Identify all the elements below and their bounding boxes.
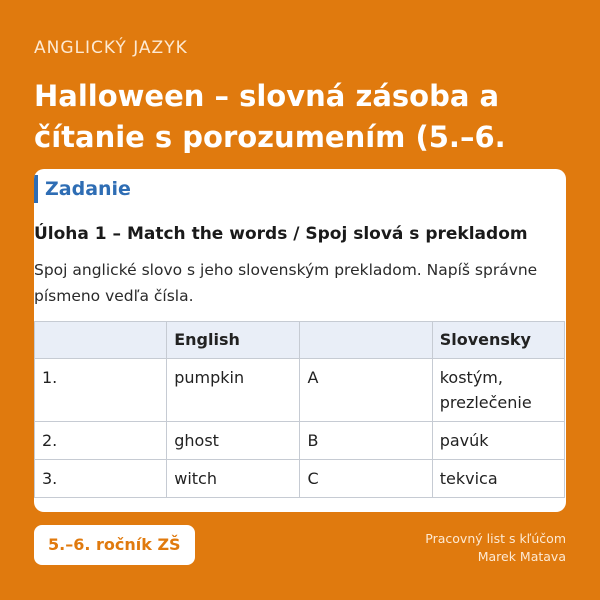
table-row: [35, 460, 565, 498]
table-cell: witch: [167, 460, 300, 498]
page-title-line-1: Halloween – slovná zásoba a: [34, 79, 500, 113]
section-heading: Zadanie: [34, 175, 131, 203]
author-name: Marek Matava: [477, 549, 566, 564]
worksheet-card[interactable]: [34, 169, 566, 512]
table-cell: pumpkin: [167, 359, 300, 422]
task-instructions: Spoj anglické slovo s jeho slovenským prekladom. Napíš správne písmeno vedľa čísla.: [34, 261, 538, 305]
grade-badge: 5.–6. ročník ZŠ: [34, 525, 195, 565]
page-title-line-2: čítanie s porozumením (5.–6.: [34, 120, 506, 154]
table-cell: A: [300, 359, 432, 422]
table-cell: tekvica: [432, 460, 564, 498]
table-cell: kostým, prezlečenie: [432, 359, 564, 422]
page-title: [34, 76, 594, 158]
table-header-cell: English: [167, 322, 300, 359]
table-cell: pavúk: [432, 422, 564, 460]
table-cell: B: [300, 422, 432, 460]
table-cell: 2.: [35, 422, 167, 460]
table-header-cell: Slovensky: [432, 322, 564, 359]
vocabulary-table: [34, 321, 565, 498]
table-row: [35, 359, 565, 422]
table-header-row: [35, 322, 565, 359]
table-header-cell: [35, 322, 167, 359]
table-header-cell: [300, 322, 432, 359]
subject-label: ANGLICKÝ JAZYK: [34, 38, 188, 58]
table-cell: C: [300, 460, 432, 498]
footer-credits: [425, 530, 566, 566]
table-cell: 1.: [35, 359, 167, 422]
task-title: Úloha 1 – Match the words / Spoj slová s prekladom: [34, 224, 528, 244]
table-cell: 3.: [35, 460, 167, 498]
table-row: [35, 422, 565, 460]
table-cell: ghost: [167, 422, 300, 460]
worksheet-label: Pracovný list s kľúčom: [425, 531, 566, 546]
